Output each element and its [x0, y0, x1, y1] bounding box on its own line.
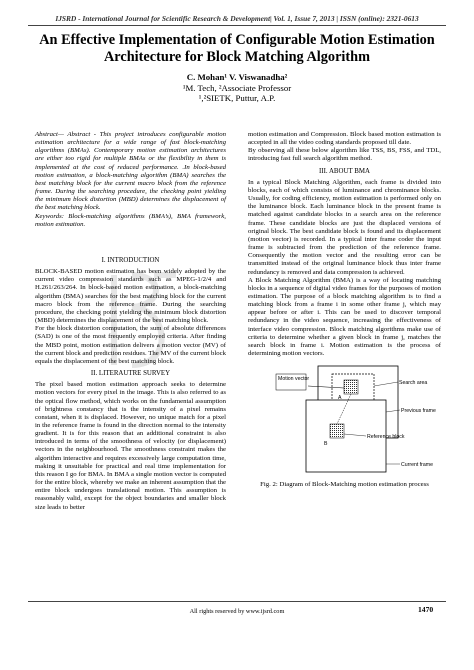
intro-paragraph-2: For the block distortion computation, the sum of absolute differences (SAD) is one of the most frequently employed criteria. After finding the MBD point, motion estimation delivers a motion vector (MV) of the current block and prediction residues. The MV of the current block equals the displacement of the best matching block.	[35, 325, 226, 365]
paper-title: An Effective Implementation of Configurable Motion Estimation Architecture for Block Matching Algorithm	[39, 32, 435, 65]
journal-header: IJSRD - International Journal for Scientific Research & Development| Vol. 1, Issue 7, 2013 | ISSN (online): 2321-0613	[55, 14, 419, 23]
authors: C. Mohan¹ V. Viswanadha²	[186, 72, 288, 82]
label-reference-block: Reference block	[367, 434, 405, 441]
abstract: Abstract— Abstract - This project introduces configurable motion estimation architecture for a wide range of fast block-matching algorithms (BMAs). Contemporary motion estimation architectures are either too rigid for multiple BMAs or the flexibility in them is implemented at the cost of reduced performance. .In block-based motion estimation, a block-matching algorithm (BMA) searches the best matching block for the current macro block from the reference frame. During the searching procedure, the checking point yielding the minimum block distortion (MBD) determines the displacement of the best matching block.	[35, 131, 226, 212]
label-current-frame: Current frame	[401, 462, 433, 469]
block-matching-figure	[248, 364, 441, 478]
label-motion-vector: Motion vector	[278, 376, 310, 383]
left-column	[35, 131, 226, 512]
section-heading-literature-survey: II. LITERAUTRE SURVEY	[90, 370, 171, 378]
affiliation-line-1: ¹M. Tech, ²Associate Professor	[182, 82, 292, 93]
candidate-block	[344, 380, 358, 394]
intro-paragraph-1: BLOCK-BASED motion estimation has been widely adopted by the current video compression standards such as MPEG-1/2/4 and H.261/263/264. In block-based motion estimation, a block-matching algorithm (BMA) searches for the best matching block for the current macro block from the reference frame. During the searching procedure, the checking point yielding the minimum block distortion (MBD) determines the displacement of the best matching block.	[35, 268, 226, 325]
header-rule	[28, 25, 446, 26]
label-previous-frame: Previous frame	[401, 408, 436, 415]
page-number: 1470	[418, 605, 434, 614]
label-search-area: Search area	[399, 380, 428, 387]
footer-text: All rights reserved by www.ijsrd.com	[189, 608, 285, 615]
label-b: B	[324, 441, 328, 448]
figure-caption: Fig. 2: Diagram of Block-Matching motion estimation process	[260, 481, 429, 489]
right-column	[248, 131, 441, 489]
continued-paragraph: motion estimation and Compression. Block based motion estimation is accepted in all the video coding standards proposed till date.	[248, 131, 441, 147]
section-heading-introduction: I. INTRODUCTION	[101, 257, 160, 264]
section-heading-about-bma: III. ABOUT BMA	[319, 167, 370, 175]
footer-rule	[28, 601, 446, 602]
literature-paragraph-1: The pixel based motion estimation approach seeks to determine motion vectors for every pixel in the image. This is also referred to as the optical flow method, which works on the fundamental assumption of brightness constancy that is the intensity of a pixel remains constant, when it is displaced. However, no unique match for a pixel in the reference frame is found in the direction normal to the intensity gradient. It is for this reason that an additional constraint is also introduced in terms of the smoothness of velocity (or displacement) vectors in the neighbourhood. The smoothness constraint makes the algorithm interactive and requires excessively large computation time, making it unsuitable for practical and real time implementation for this reason I go for BMA. In BMA a single motion vector is computed for the entire block, whereby we make an inherent assumption that the entire block undergoes translational motion. This assumption is reasonably valid, except for the object boundaries and smaller block size leads to better	[35, 381, 226, 511]
bma-paragraph-2: A Block Matching Algorithm (BMA) is a way of locating matching blocks in a sequence of digital video frames for the purposes of motion estimation. The purpose of a block matching algorithm is to find a matching block from a frame i in some other frame j, which may appear before or after i. This can be used to discover temporal redundancy in the video sequence, increasing the effectiveness of interface video compression. Block matching algorithms make use of criteria to determine whether a given block in frame j, matches the search block in frame i. Motion estimation is the process of determining motion vectors.	[248, 276, 441, 358]
author-block	[0, 72, 474, 104]
keywords: Keywords: Block-matching algorithms (BMA’s), BMA framework, motion estimation.	[35, 212, 226, 228]
affiliation-line-2: ¹,²SIETK, Puttur, A.P.	[198, 93, 276, 103]
bma-paragraph-1: In a typical Block Matching Algorithm, each frame is divided into blocks, each of which consists of luminance and chrominance blocks. Usually, for coding efficiency, motion estimation is performed only on the luminance block. Each luminance block in the present frame is matched against candidate blocks in a search area on the reference frame. These candidate blocks are just the displaced versions of original block. The best candidate block is found and its displacement (motion vector) is recorded. In a typical inter frame coder the input frame is subtracted from the prediction of the reference frame. Consequently the motion vector and the resulting error can be transmitted instead of the original luminance block thus inter frame redundancy is removed and data compression is achieved.	[248, 178, 441, 276]
observation-paragraph: By observing all these below algorithm like TSS, BS, FSS, and TDL, introducing fast full search algorithm method.	[248, 147, 441, 163]
reference-block	[330, 424, 344, 438]
label-a: A	[338, 395, 342, 402]
